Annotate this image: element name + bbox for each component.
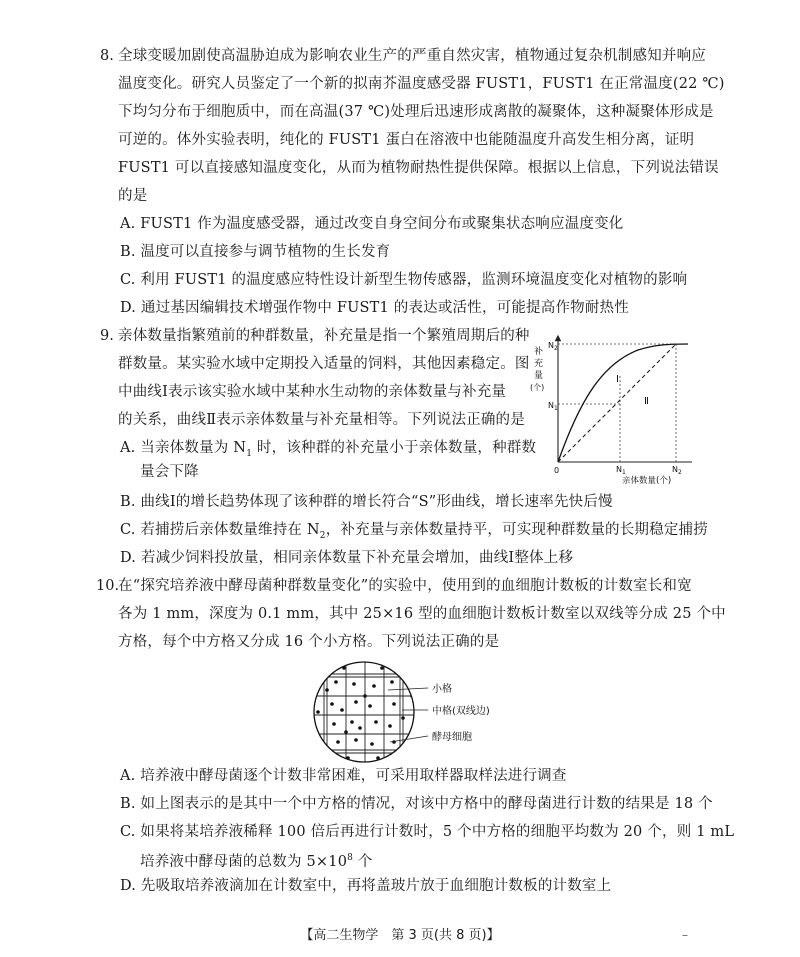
figure-hemocytometer xyxy=(308,660,548,768)
corner-mark: – xyxy=(682,928,688,942)
q10-option-d: D. 先吸取培养液滴加在计数室中，再将盖玻片放于血细胞计数板的计数室上 xyxy=(120,878,612,894)
q8-stem-line-4: 可逆的。体外实验表明，纯化的 FUST1 蛋白在溶液中也能随温度升高发生相分离，证明 xyxy=(118,132,695,148)
label-medium-square: 中格(双线边) xyxy=(432,706,490,717)
q8-stem-line-3: 下均匀分布于细胞质中，而在高温(37 ℃)处理后迅速形成离散的凝聚体，这种凝聚体形成是 xyxy=(118,104,714,120)
page-footer: 【高二生物学 第 3 页(共 8 页)】 xyxy=(300,928,500,943)
q10-number: 10. xyxy=(96,578,120,594)
q9-option-d: D. 若减少饲料投放量，相同亲体数量下补充量会增加，曲线Ⅰ整体上移 xyxy=(120,550,574,566)
label-small-square: 小格 xyxy=(432,684,452,695)
q9-stem-line-2: 群数量。某实验水域中定期投入适量的饲料，其他因素稳定。图 xyxy=(118,356,530,372)
q10-stem-line-2: 各为 1 mm，深度为 0.1 mm，其中 25×16 型的血细胞计数板计数室以双线等分成 25 个中 xyxy=(118,606,726,622)
q8-stem-line-2: 温度变化。研究人员鉴定了一个新的拟南芥温度感受器 FUST1，FUST1 在正常温度(22 ℃) xyxy=(118,76,725,92)
q10-option-a: A. 培养液中酵母菌逐个计数非常困难，可采用取样器取样法进行调查 xyxy=(120,768,567,784)
y-axis-label-4: (个) xyxy=(530,383,545,392)
figure-recruitment-graph xyxy=(528,330,700,490)
q9-stem-line-3: 中曲线Ⅰ表示该实验水域中某种水生动物的亲体数量与补充量 xyxy=(118,384,507,400)
q8-option-a: A. FUST1 作为温度感受器，通过改变自身空间分布或聚集状态响应温度变化 xyxy=(120,216,624,232)
q8-stem-line-1: 全球变暖加剧使高温胁迫成为影响农业生产的严重自然灾害，植物通过复杂机制感知并响应 xyxy=(118,48,706,64)
q8-option-b: B. 温度可以直接参与调节植物的生长发育 xyxy=(120,244,391,260)
q9-option-b: B. 曲线Ⅰ的增长趋势体现了该种群的增长符合“S”形曲线，增长速率先快后慢 xyxy=(120,494,613,510)
label-yeast-cell: 酵母细胞 xyxy=(432,732,472,743)
q8-stem-line-6: 的是 xyxy=(118,188,148,204)
x-tick-n2: $N_2$ xyxy=(672,465,682,476)
grid-view xyxy=(308,660,428,768)
y-axis-label-1: 补 xyxy=(534,347,544,357)
q9-stem-line-1: 亲体数量指繁殖前的种群数量，补充量是指一个繁殖周期后的种 xyxy=(118,328,530,344)
q9-option-c: C. 若捕捞后亲体数量维持在 $N_2$，补充量与亲体数量持平，可实现种群数量的长期稳定捕捞 xyxy=(120,522,708,541)
q8-number: 8. xyxy=(100,48,114,64)
q10-option-c-continued: 培养液中酵母菌的总数为 $5\times 10^8$ 个 xyxy=(140,853,373,870)
q8-option-c: C. 利用 FUST1 的温度感应特性设计新型生物传感器，监测环境温度变化对植物的影响 xyxy=(120,272,688,288)
q9-stem-line-4: 的关系，曲线Ⅱ表示亲体数量与补充量相等。下列说法正确的是 xyxy=(118,412,525,428)
y-axis-label-3: 量 xyxy=(534,371,544,381)
yeast-cells xyxy=(314,666,414,760)
q8-option-d: D. 通过基因编辑技术增强作物中 FUST1 的表达或活性，可能提高作物耐热性 xyxy=(120,300,629,316)
x-tick-n1: $N_1$ xyxy=(616,465,626,476)
y-tick-n2: $N_2$ xyxy=(548,341,558,352)
q9-option-a: A. 当亲体数量为 $N_1$ 时，该种群的补充量小于亲体数量，种群数 xyxy=(120,440,537,459)
q10-option-c: C. 如果将某培养液稀释 100 倍后再进行计数时，5 个中方格的细胞平均数为 20 个，则 1 mL xyxy=(120,824,735,840)
q9-number: 9. xyxy=(100,328,114,344)
curve-i-label: Ⅰ xyxy=(616,374,619,385)
y-tick-n1: $N_1$ xyxy=(548,401,558,412)
q9-option-a-continued: 量会下降 xyxy=(140,464,199,480)
origin-label: 0 xyxy=(554,466,560,475)
x-axis-label: 亲体数量(个) xyxy=(622,476,672,486)
curve-i-line xyxy=(558,344,688,462)
q10-option-b: B. 如上图表示的是其中一个中方格的情况，对该中方格中的酵母菌进行计数的结果是 18 个 xyxy=(120,796,713,812)
q10-stem-line-3: 方格，每个中方格又分成 16 个小方格。下列说法正确的是 xyxy=(118,634,500,650)
y-axis-label-2: 充 xyxy=(534,359,544,369)
curve-ii-label: Ⅱ xyxy=(644,396,649,407)
q10-stem-line-1: 在“探究培养液中酵母菌种群数量变化”的实验中，使用到的血细胞计数板的计数室长和宽 xyxy=(118,578,692,594)
q8-stem-line-5: FUST1 可以直接感知温度变化，从而为植物耐热性提供保障。根据以上信息，下列说法错误 xyxy=(118,160,719,176)
